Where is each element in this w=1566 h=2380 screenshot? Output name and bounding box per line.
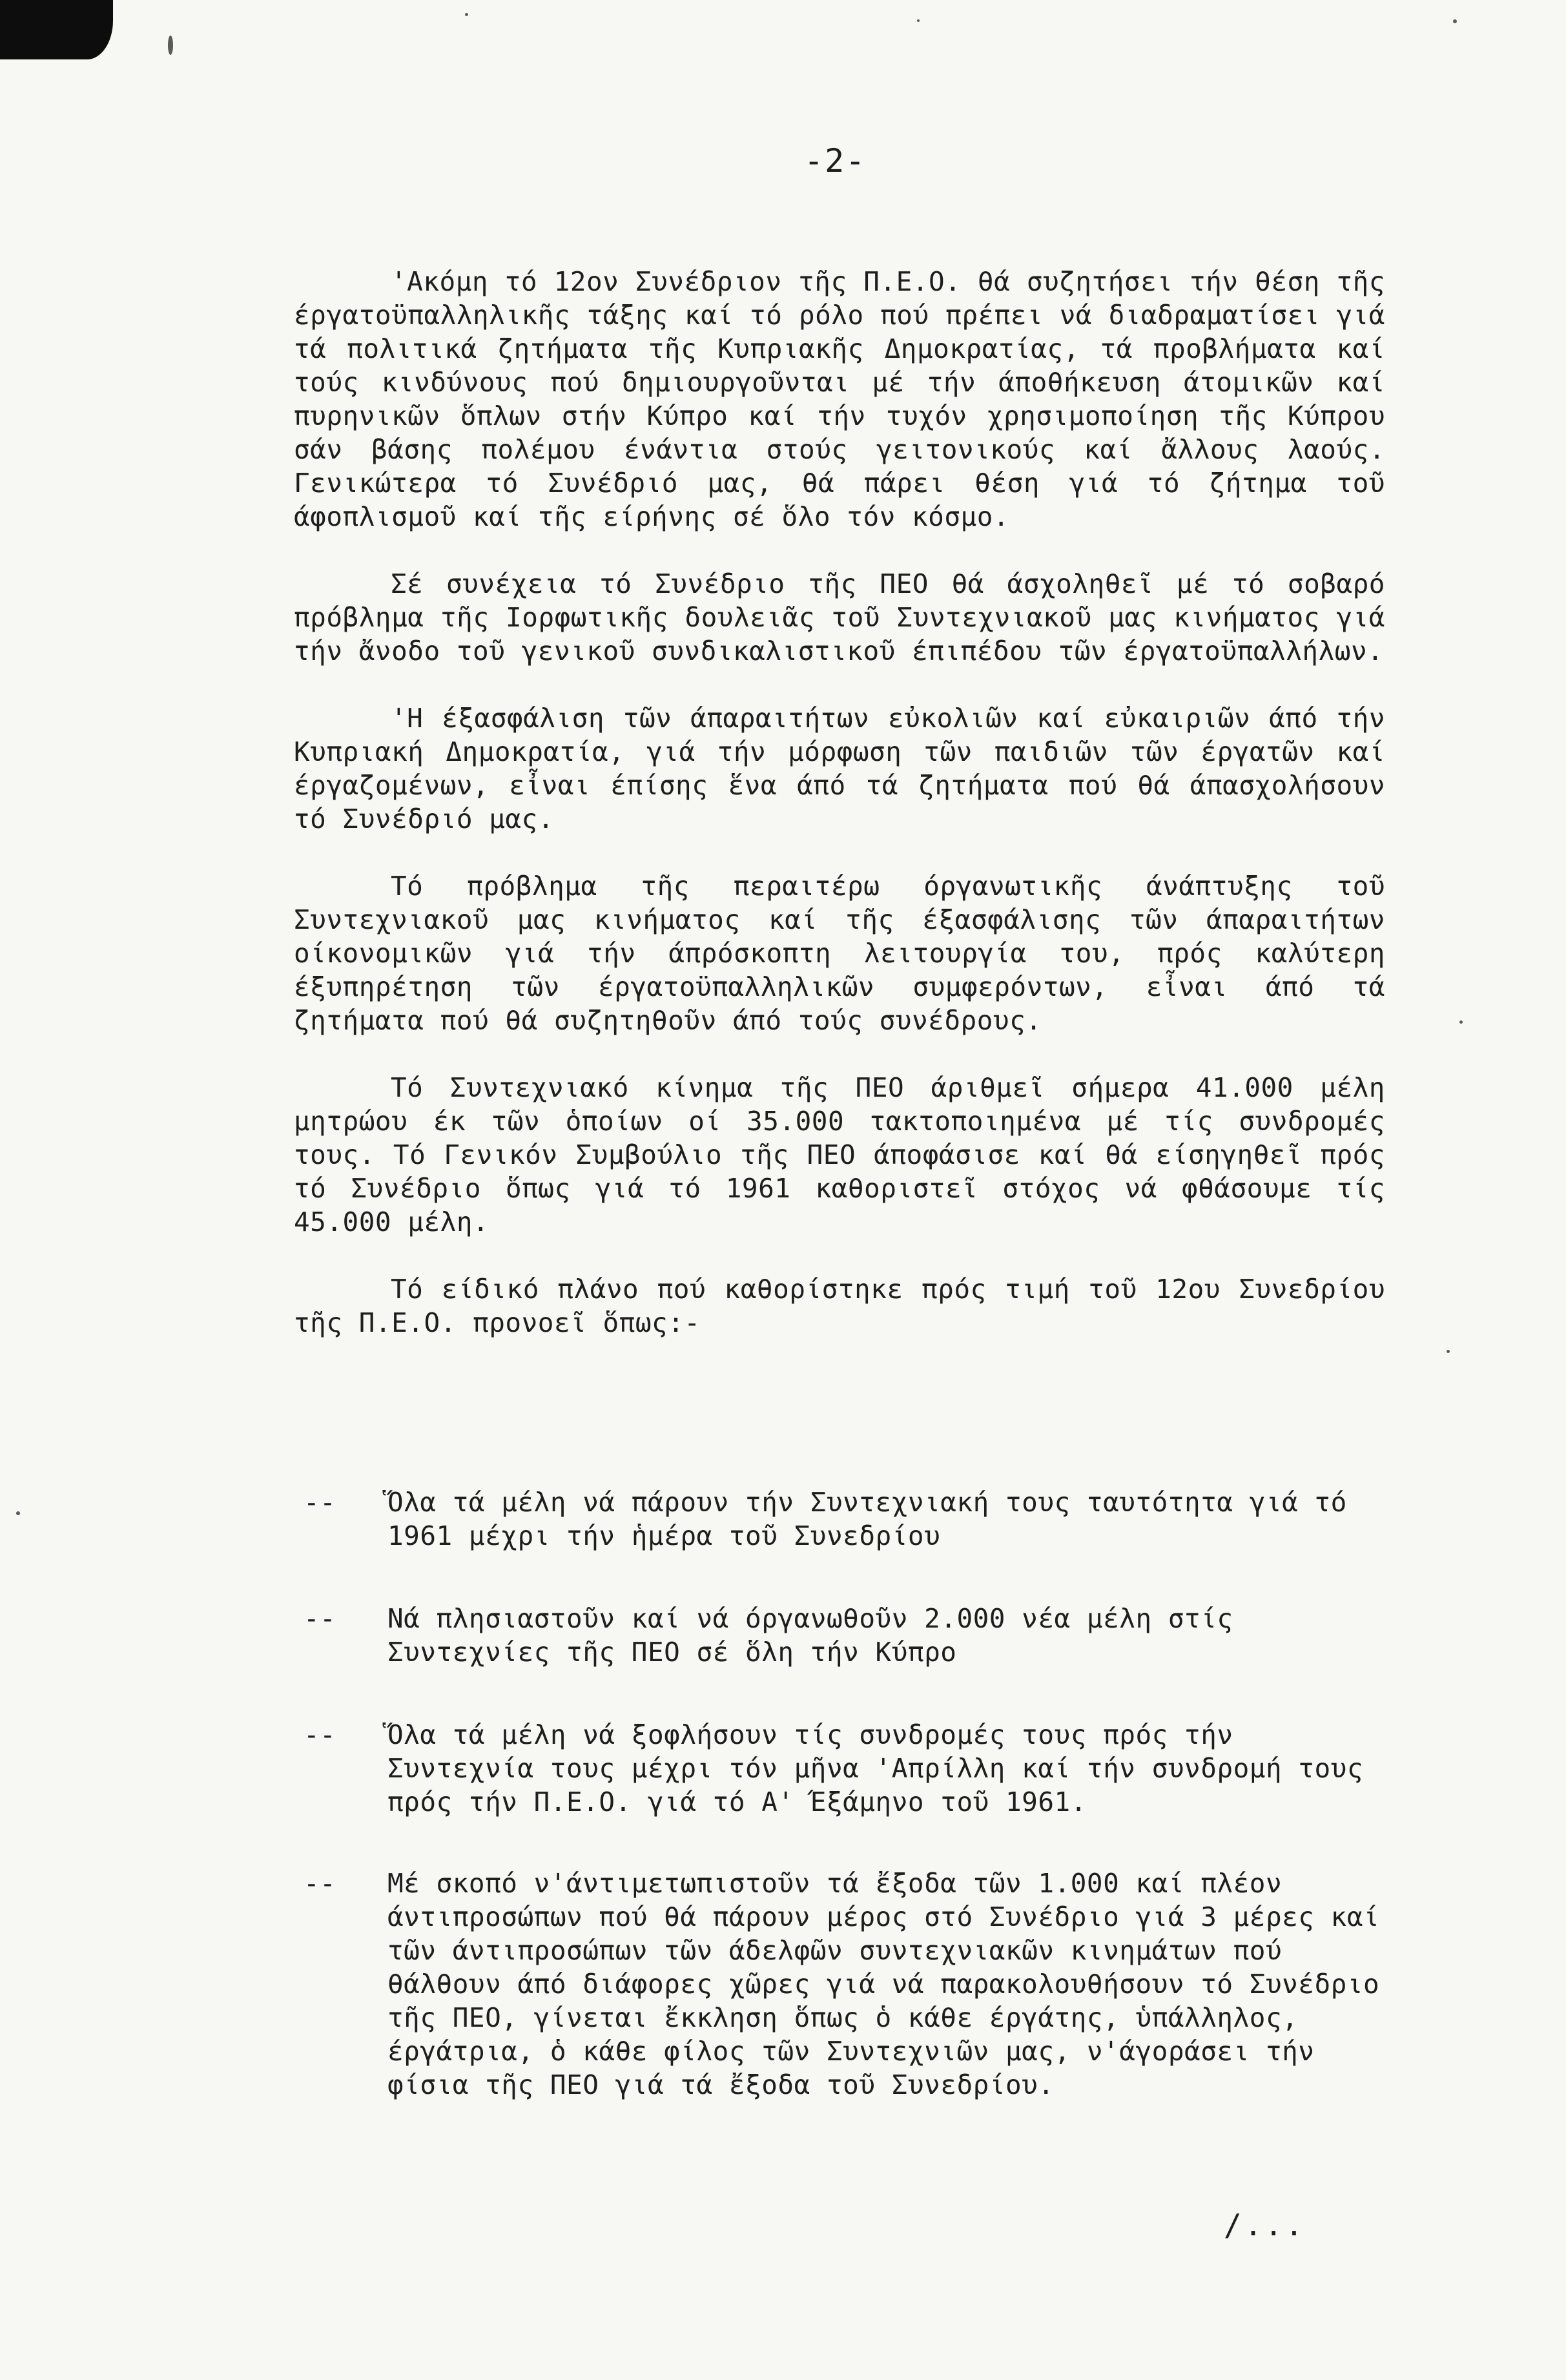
scan-speck [168,36,173,55]
paragraph-educational-work: Σέ συνέχεια τό Συνέδριο τῆς ΠΕΟ θά άσχοληθεῖ μέ τό σοβαρό πρόβλημα τῆς Ιορφωτικῆς δουλειᾶς τοῦ Συντεχνιακοῦ μας κινήματος γιά τήν ἄνοδο τοῦ γενικοῦ συνδικαλιστικοῦ έπιπέδου τῶν έργατοϋπαλλήλων. [294,568,1385,667]
scan-speck [16,1511,20,1515]
list-dash: -- [304,1868,336,1899]
list-dash: -- [304,1603,336,1634]
page-number: -2- [804,142,867,180]
scan-speck [1447,1350,1450,1353]
paragraph-education-facilities: 'Η έξασφάλιση τῶν άπαραιτήτων εὐκολιῶν καί εὐκαιριῶν άπό τήν Κυπριακή Δημοκρατία, γιά τήν μόρφωση τῶν παιδιῶν τῶν έργατῶν καί έργαζομένων, εἶναι έπίσης ἕνα άπό τά ζητήματα πού θά άπασχολήσουν τό Συνέδριό μας. [294,703,1385,834]
scan-speck [1459,1020,1463,1024]
paragraph-membership: Τό Συντεχνιακό κίνημα τῆς ΠΕΟ άριθμεῖ σήμερα 41.000 μέλη μητρώου έκ τῶν ὁποίων οί 35.000 τακτοποιημένα μέ τίς συνδρομές τους. Τό Γενικόν Συμβούλιο τῆς ΠΕΟ άποφάσισε καί θά είσηγηθεῖ πρός τό Συνέδριο ὅπως γιά τό 1961 καθοριστεῖ στόχος νά φθάσουμε τίς 45.000 μέλη. [294,1072,1385,1237]
continuation-mark: /... [1224,2208,1306,2242]
list-item-text: Νά πλησιαστοῦν καί νά όργανωθοῦν 2.000 νέα μέλη στίς Συντεχνίες τῆς ΠΕΟ σέ ὅλη τήν Κύπρο [387,1603,1233,1668]
list-item-text: Ὅλα τά μέλη νά πάρουν τήν Συντεχνιακή τους ταυτότητα γιά τό 1961 μέχρι τήν ἡμέρα τοῦ Συνεδρίου [387,1487,1347,1551]
list-item-text: Ὅλα τά μέλη νά ξοφλήσουν τίς συνδρομές τους πρός τήν Συντεχνία τους μέχρι τόν μῆνα 'Απρίλλη καί τήν συνδρομή τους πρός τήν Π.Ε.Ο. γιά τό Α' Έξάμηνο τοῦ 1961. [387,1719,1364,1817]
paragraph-organizational-growth: Τό πρόβλημα τῆς περαιτέρω όργανωτικῆς άνάπτυξης τοῦ Συντεχνιακοῦ μας κινήματος καί τῆς έξασφάλισης τῶν άπαραιτήτων οίκονομικῶν γιά τήν άπρόσκοπτη λειτουργία του, πρός καλύτερη έξυπηρέτηση τῶν έργατοϋπαλληλικῶν συμφερόντων, εἶναι άπό τά ζητήματα πού θά συζητηθοῦν άπό τούς συνέδρους. [294,871,1385,1036]
paragraph-special-plan: Τό είδικό πλάνο πού καθορίστηκε πρός τιμή τοῦ 12ου Συνεδρίου τῆς Π.Ε.Ο. προνοεῖ ὅπως:- [294,1274,1385,1338]
scan-blot [0,0,113,59]
scan-speck [1453,19,1457,23]
body-text [294,265,1385,1340]
list-item-text: Μέ σκοπό ν'άντιμετωπιστοῦν τά ἔξοδα τῶν 1.000 καί πλέον άντιπροσώπων πού θά πάρουν μέρος στό Συνέδριο γιά 3 μέρες καί τῶν άντιπροσώπων τῶν άδελφῶν συντεχνιακῶν κινημάτων πού θάλθουν άπό διάφορες χῶρες γιά νά παρακολουθήσουν τό Συνέδριο τῆς ΠΕΟ, γίνεται ἔκκληση ὅπως ὁ κάθε έργάτης, ὑπάλληλος, έργάτρια, ὁ κάθε φίλος τῶν Συντεχνιῶν μας, ν'άγοράσει τήν φίσια τῆς ΠΕΟ γιά τά ἔξοδα τοῦ Συνεδρίου. [387,1868,1380,2100]
list-dash: -- [304,1719,336,1750]
scan-speck [465,13,468,16]
paragraph-congress-political: 'Ακόμη τό 12ον Συνέδριον τῆς Π.Ε.Ο. θά συζητήσει τήν θέση τῆς έργατοϋπαλληλικῆς τάξης καί τό ρόλο πού πρέπει νά διαδραματίσει γιά τά πολιτικά ζητήματα τῆς Κυπριακῆς Δημοκρατίας, τά προβλήματα καί τούς κινδύνους πού δημιουργοῦνται μέ τήν άποθήκευση άτομικῶν καί πυρηνικῶν ὅπλων στήν Κύπρο καί τήν τυχόν χρησιμοποίηση τῆς Κύπρου σάν βάσης πολέμου ένάντια στούς γειτονικούς καί ἄλλους λαούς. Γενικώτερα τό Συνέδριό μας, θά πάρει θέση γιά τό ζήτημα τοῦ άφοπλισμοῦ καί τῆς είρήνης σέ ὅλο τόν κόσμο. [294,266,1385,532]
list-dash: -- [304,1487,336,1518]
scan-speck [917,19,920,22]
